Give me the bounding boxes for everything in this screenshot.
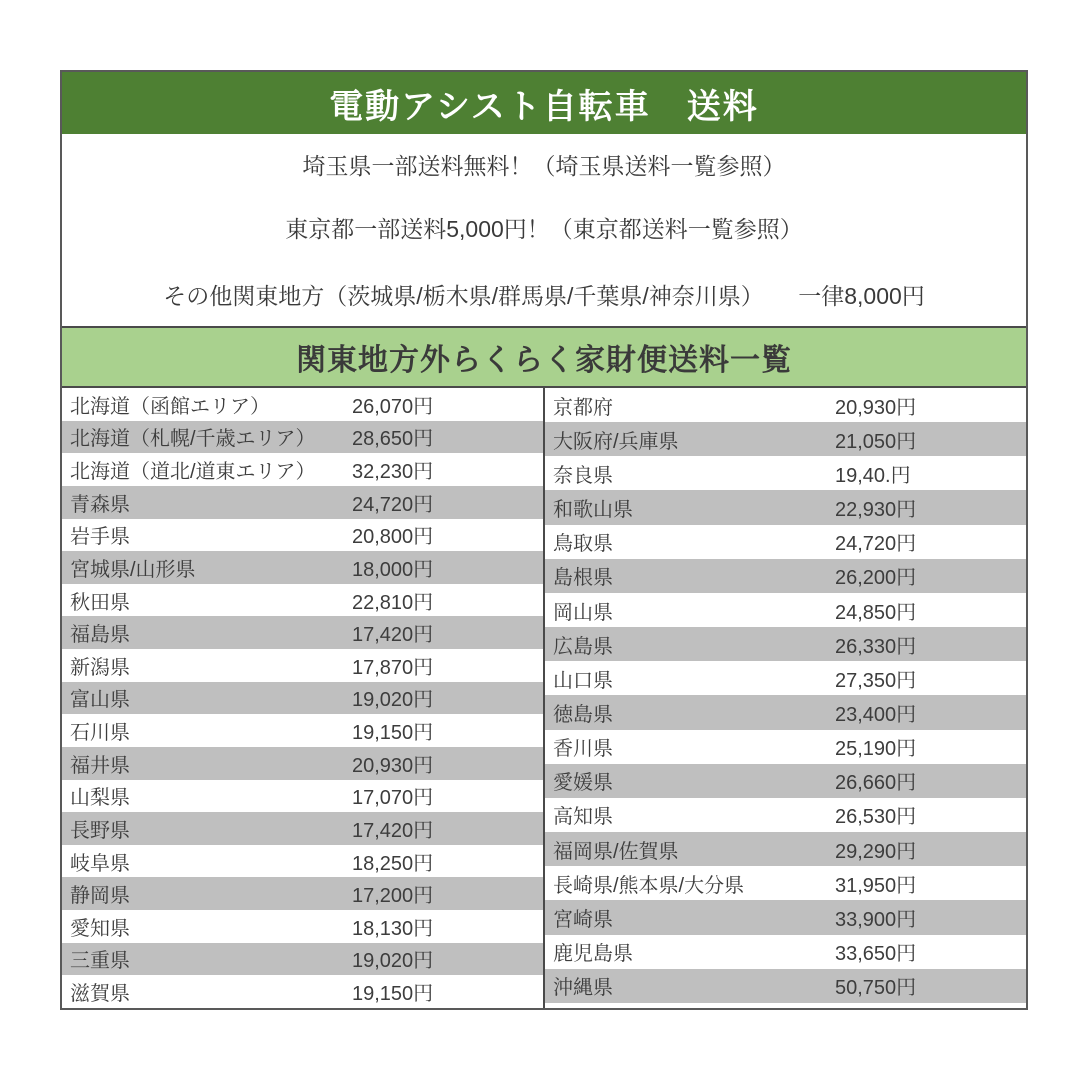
page-title: 電動アシスト自転車 送料 bbox=[329, 87, 759, 126]
table-row bbox=[545, 1003, 1026, 1008]
note-other-kanto: その他関東地方（茨城県/栃木県/群馬県/千葉県/神奈川県） 一律8,000円 bbox=[163, 283, 925, 309]
table-row bbox=[545, 969, 1026, 1003]
table-row bbox=[545, 388, 1026, 422]
shipping-price: 17,870円 bbox=[352, 656, 434, 679]
prefecture-name: 石川県 bbox=[70, 722, 130, 745]
table-row bbox=[62, 649, 543, 682]
prefecture-name: 愛媛県 bbox=[553, 772, 613, 795]
prefecture-name: 宮城県/山形県 bbox=[70, 558, 196, 581]
prefecture-name: 北海道（札幌/千歳エリア） bbox=[70, 428, 316, 451]
shipping-price: 21,050円 bbox=[835, 430, 917, 453]
header-bar bbox=[62, 72, 1026, 134]
table-title: 関東地方外らくらく家財便送料一覧 bbox=[296, 344, 792, 377]
table-row bbox=[62, 747, 543, 780]
shipping-fee-poster bbox=[60, 70, 1028, 1010]
prefecture-name: 滋賀県 bbox=[70, 983, 130, 1006]
prefecture-name: 京都府 bbox=[553, 396, 613, 419]
table-row bbox=[62, 388, 543, 421]
shipping-price: 31,950円 bbox=[835, 874, 917, 897]
shipping-price: 25,190円 bbox=[835, 738, 917, 761]
prefecture-name: 沖縄県 bbox=[553, 977, 613, 1000]
table-row bbox=[545, 866, 1026, 900]
shipping-price: 33,900円 bbox=[835, 908, 917, 931]
table-title-bar bbox=[62, 326, 1026, 388]
prefecture-name: 静岡県 bbox=[70, 885, 130, 908]
shipping-notes bbox=[62, 134, 1026, 326]
shipping-price: 26,200円 bbox=[835, 567, 917, 590]
table-row bbox=[545, 730, 1026, 764]
shipping-price: 24,720円 bbox=[352, 493, 434, 516]
table-row bbox=[545, 832, 1026, 866]
table-row bbox=[62, 812, 543, 845]
shipping-price: 29,290円 bbox=[835, 840, 917, 863]
shipping-price: 17,070円 bbox=[352, 787, 434, 810]
table-row bbox=[545, 525, 1026, 559]
prefecture-name: 島根県 bbox=[553, 567, 613, 590]
table-row bbox=[62, 584, 543, 617]
shipping-price: 17,200円 bbox=[352, 885, 434, 908]
table-row bbox=[545, 935, 1026, 969]
shipping-price: 20,800円 bbox=[352, 526, 434, 549]
shipping-price: 26,070円 bbox=[352, 395, 434, 418]
table-row bbox=[545, 900, 1026, 934]
table-row bbox=[62, 910, 543, 943]
shipping-price: 20,930円 bbox=[352, 754, 434, 777]
table-row bbox=[545, 798, 1026, 832]
prefecture-name: 岐阜県 bbox=[70, 852, 130, 875]
shipping-price: 18,130円 bbox=[352, 917, 434, 940]
prefecture-name: 山梨県 bbox=[70, 787, 130, 810]
shipping-price: 23,400円 bbox=[835, 703, 917, 726]
table-row bbox=[62, 975, 543, 1008]
shipping-price: 19,020円 bbox=[352, 950, 434, 973]
prefecture-name: 愛知県 bbox=[70, 917, 130, 940]
table-column-left bbox=[62, 388, 543, 1008]
prefecture-name: 北海道（道北/道東エリア） bbox=[70, 461, 316, 484]
shipping-price: 22,930円 bbox=[835, 499, 917, 522]
note-tokyo: 東京都一部送料5,000円！（東京都送料一覧参照） bbox=[285, 216, 803, 242]
shipping-price: 19,40.円 bbox=[835, 464, 911, 487]
prefecture-name: 岡山県 bbox=[553, 601, 613, 624]
shipping-price: 20,930円 bbox=[835, 396, 917, 419]
table-row bbox=[545, 593, 1026, 627]
shipping-price: 24,850円 bbox=[835, 601, 917, 624]
shipping-price: 18,000円 bbox=[352, 558, 434, 581]
shipping-price: 50,750円 bbox=[835, 977, 917, 1000]
shipping-price: 19,150円 bbox=[352, 983, 434, 1006]
table-row bbox=[62, 551, 543, 584]
shipping-fee-table bbox=[62, 388, 1026, 1008]
prefecture-name: 広島県 bbox=[553, 635, 613, 658]
shipping-price: 19,150円 bbox=[352, 722, 434, 745]
table-row bbox=[545, 559, 1026, 593]
shipping-price: 19,020円 bbox=[352, 689, 434, 712]
table-row bbox=[545, 422, 1026, 456]
prefecture-name: 和歌山県 bbox=[553, 499, 633, 522]
shipping-price: 22,810円 bbox=[352, 591, 434, 614]
prefecture-name: 長崎県/熊本県/大分県 bbox=[553, 874, 745, 897]
shipping-price: 24,720円 bbox=[835, 533, 917, 556]
table-row bbox=[62, 845, 543, 878]
table-row bbox=[62, 682, 543, 715]
note-saitama: 埼玉県一部送料無料！（埼玉県送料一覧参照） bbox=[302, 153, 786, 179]
table-row bbox=[545, 695, 1026, 729]
table-row bbox=[545, 661, 1026, 695]
prefecture-name: 香川県 bbox=[553, 738, 613, 761]
shipping-price: 26,530円 bbox=[835, 806, 917, 829]
shipping-price: 18,250円 bbox=[352, 852, 434, 875]
shipping-price: 26,330円 bbox=[835, 635, 917, 658]
shipping-price: 17,420円 bbox=[352, 624, 434, 647]
table-row bbox=[62, 616, 543, 649]
prefecture-name: 奈良県 bbox=[553, 464, 613, 487]
prefecture-name: 山口県 bbox=[553, 669, 613, 692]
prefecture-name: 富山県 bbox=[70, 689, 130, 712]
table-row bbox=[62, 421, 543, 454]
prefecture-name: 北海道（函館エリア） bbox=[70, 395, 270, 418]
table-row bbox=[62, 453, 543, 486]
table-row bbox=[62, 486, 543, 519]
table-column-right bbox=[543, 388, 1026, 1008]
shipping-price: 32,230円 bbox=[352, 461, 434, 484]
shipping-price: 27,350円 bbox=[835, 669, 917, 692]
prefecture-name: 青森県 bbox=[70, 493, 130, 516]
prefecture-name: 新潟県 bbox=[70, 656, 130, 679]
shipping-price: 17,420円 bbox=[352, 819, 434, 842]
table-row bbox=[545, 490, 1026, 524]
prefecture-name: 福島県 bbox=[70, 624, 130, 647]
prefecture-name: 大阪府/兵庫県 bbox=[553, 430, 679, 453]
prefecture-name: 三重県 bbox=[70, 950, 130, 973]
table-row bbox=[62, 943, 543, 976]
shipping-price: 33,650円 bbox=[835, 943, 917, 966]
shipping-price: 28,650円 bbox=[352, 428, 434, 451]
prefecture-name: 福岡県/佐賀県 bbox=[553, 840, 679, 863]
prefecture-name: 鹿児島県 bbox=[553, 943, 633, 966]
table-row bbox=[62, 877, 543, 910]
prefecture-name: 鳥取県 bbox=[553, 533, 613, 556]
table-row bbox=[545, 456, 1026, 490]
table-row bbox=[62, 714, 543, 747]
table-row bbox=[62, 780, 543, 813]
prefecture-name: 宮崎県 bbox=[553, 908, 613, 931]
prefecture-name: 高知県 bbox=[553, 806, 613, 829]
table-row bbox=[545, 764, 1026, 798]
prefecture-name: 岩手県 bbox=[70, 526, 130, 549]
prefecture-name: 徳島県 bbox=[553, 703, 613, 726]
prefecture-name: 福井県 bbox=[70, 754, 130, 777]
prefecture-name: 秋田県 bbox=[70, 591, 130, 614]
prefecture-name: 長野県 bbox=[70, 819, 130, 842]
shipping-price: 26,660円 bbox=[835, 772, 917, 795]
table-row bbox=[62, 519, 543, 552]
table-row bbox=[545, 627, 1026, 661]
